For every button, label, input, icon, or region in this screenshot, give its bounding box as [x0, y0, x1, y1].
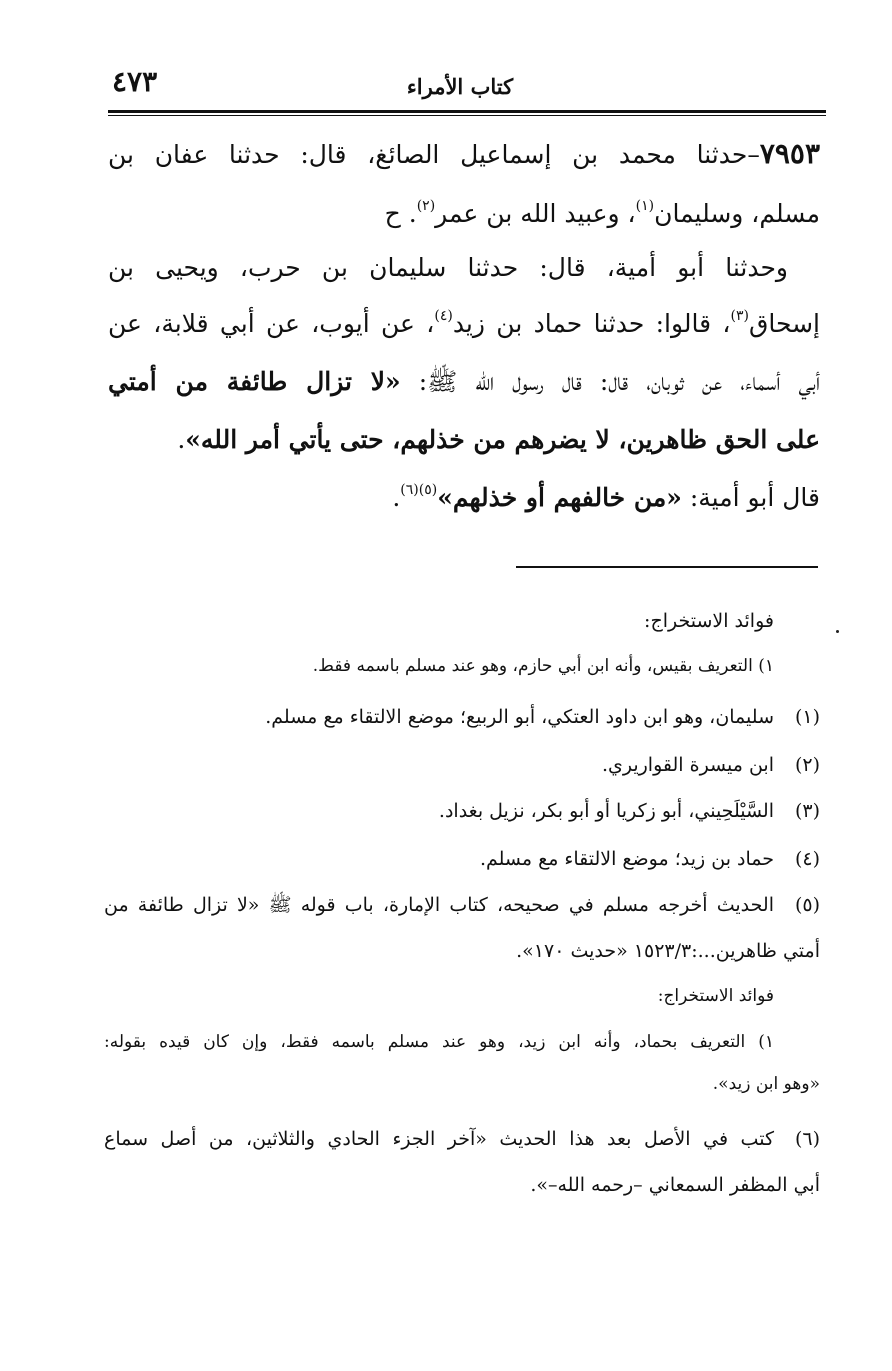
footnote-number: (٢)	[794, 754, 820, 776]
footnote-text: أبي المظفر السمعاني –رحمه الله–».	[530, 1174, 820, 1196]
footnote-number: (١)	[794, 706, 820, 728]
page-speck	[836, 630, 839, 633]
footnote-ref[interactable]: (٣)	[730, 308, 749, 324]
footnote-text: الحديث أخرجه مسلم في صحيحه، كتاب الإمارة، باب قوله ﷺ «لا تزال طائفة من	[104, 894, 774, 916]
footnote-number: (٦)	[794, 1128, 820, 1150]
item-text: «وهو ابن زيد».	[712, 1074, 820, 1094]
text-segment: أبي أسماء، عن ثوبان، قال: قال رسول الله ﷺ:	[400, 367, 820, 396]
footnote-number: (٥)	[794, 894, 820, 916]
item-text: ١) التعريف بحماد، وأنه ابن زيد، وهو عند مسلم باسمه فقط، وإن كان قيده بقوله:	[104, 1032, 774, 1052]
text-line	[392, 472, 820, 524]
item-text: ١) التعريف بقيس، وأنه ابن أبي حازم، وهو عند مسلم باسمه فقط.	[312, 656, 774, 676]
hadith-quote: «من خالفهم أو خذلهم»	[437, 483, 682, 512]
heading-text: فوائد الاستخراج:	[644, 610, 774, 632]
text-line	[108, 298, 820, 350]
footnote-text: حماد بن زيد؛ موضع الالتقاء مع مسلم.	[479, 848, 774, 870]
footnote-4	[480, 842, 820, 876]
footnote-5-heading	[658, 978, 820, 1012]
footnote-ref[interactable]: (٥)	[418, 482, 438, 498]
footnote-number: (٤)	[794, 848, 820, 870]
footnote-3	[439, 794, 820, 828]
text-segment: .	[392, 483, 401, 512]
text-segment: وحدثنا أبو أمية، قال: حدثنا سليمان بن حرب، ويحيى بن	[108, 253, 788, 282]
text-segment: . ح	[384, 199, 417, 228]
text-segment: .	[177, 425, 186, 454]
text-segment: –حدثنا محمد بن إسماعيل الصائغ، قال: حدثنا عفان بن	[108, 140, 760, 169]
text-line	[108, 128, 820, 180]
footnote-5-item	[104, 1024, 820, 1058]
text-line	[108, 242, 820, 294]
text-segment: ، عن أيوب، عن أبي قلابة، عن	[108, 309, 435, 338]
text-segment: ، قالوا: حدثنا حماد بن زيد	[452, 309, 731, 338]
text-segment: مسلم، وسليمان	[654, 199, 820, 228]
text-line	[108, 356, 820, 408]
footnote-5-cont	[516, 934, 820, 968]
footnote-ref[interactable]: (٦)	[400, 482, 419, 498]
footnote-5-item-cont	[713, 1066, 820, 1100]
text-segment: إسحاق	[748, 309, 820, 338]
text-line	[177, 414, 820, 466]
heading-text: فوائد الاستخراج:	[657, 986, 774, 1006]
footnote-item	[313, 648, 820, 682]
footnote-text: ابن ميسرة القواريري.	[601, 754, 774, 776]
running-header-title: كتاب الأمراء	[406, 74, 514, 99]
text-segment: قال أبو أمية:	[681, 483, 820, 512]
header-rule	[108, 110, 826, 116]
footnote-2	[602, 748, 820, 782]
footnote-text: أمتي ظاهرين...:١٥٢٣/٣ «حديث ١٧٠».	[516, 940, 820, 962]
hadith-number: ٧٩٥٣	[759, 137, 820, 170]
footnote-number: (٣)	[794, 800, 820, 822]
footnote-ref[interactable]: (١)	[635, 198, 655, 214]
footnote-text: سليمان، وهو ابن داود العتكي، أبو الربيع؛ موضع الالتقاء مع مسلم.	[265, 706, 774, 728]
footnote-ref[interactable]: (٤)	[434, 308, 453, 324]
hadith-quote: «لا تزال طائفة من أمتي	[108, 367, 401, 396]
footnote-1	[265, 700, 820, 734]
footnote-ref[interactable]: (٢)	[416, 198, 436, 214]
text-line	[385, 188, 820, 240]
footnote-heading	[644, 604, 820, 638]
footnote-separator	[516, 566, 818, 568]
text-segment: ، وعبيد الله بن عمر	[435, 199, 636, 228]
footnote-6	[104, 1122, 820, 1156]
footnote-text: السَّيْلَحِيني، أبو زكريا أو أبو بكر، نزيل بغداد.	[438, 800, 774, 822]
page-number: ٤٧٣	[112, 65, 158, 98]
hadith-quote: على الحق ظاهرين، لا يضرهم من خذلهم، حتى يأتي أمر الله»	[185, 425, 820, 454]
footnote-6-cont	[530, 1168, 820, 1202]
footnote-text: كتب في الأصل بعد هذا الحديث «آخر الجزء الحادي والثلاثين، من أصل سماع	[104, 1128, 774, 1150]
footnote-5	[104, 888, 820, 922]
